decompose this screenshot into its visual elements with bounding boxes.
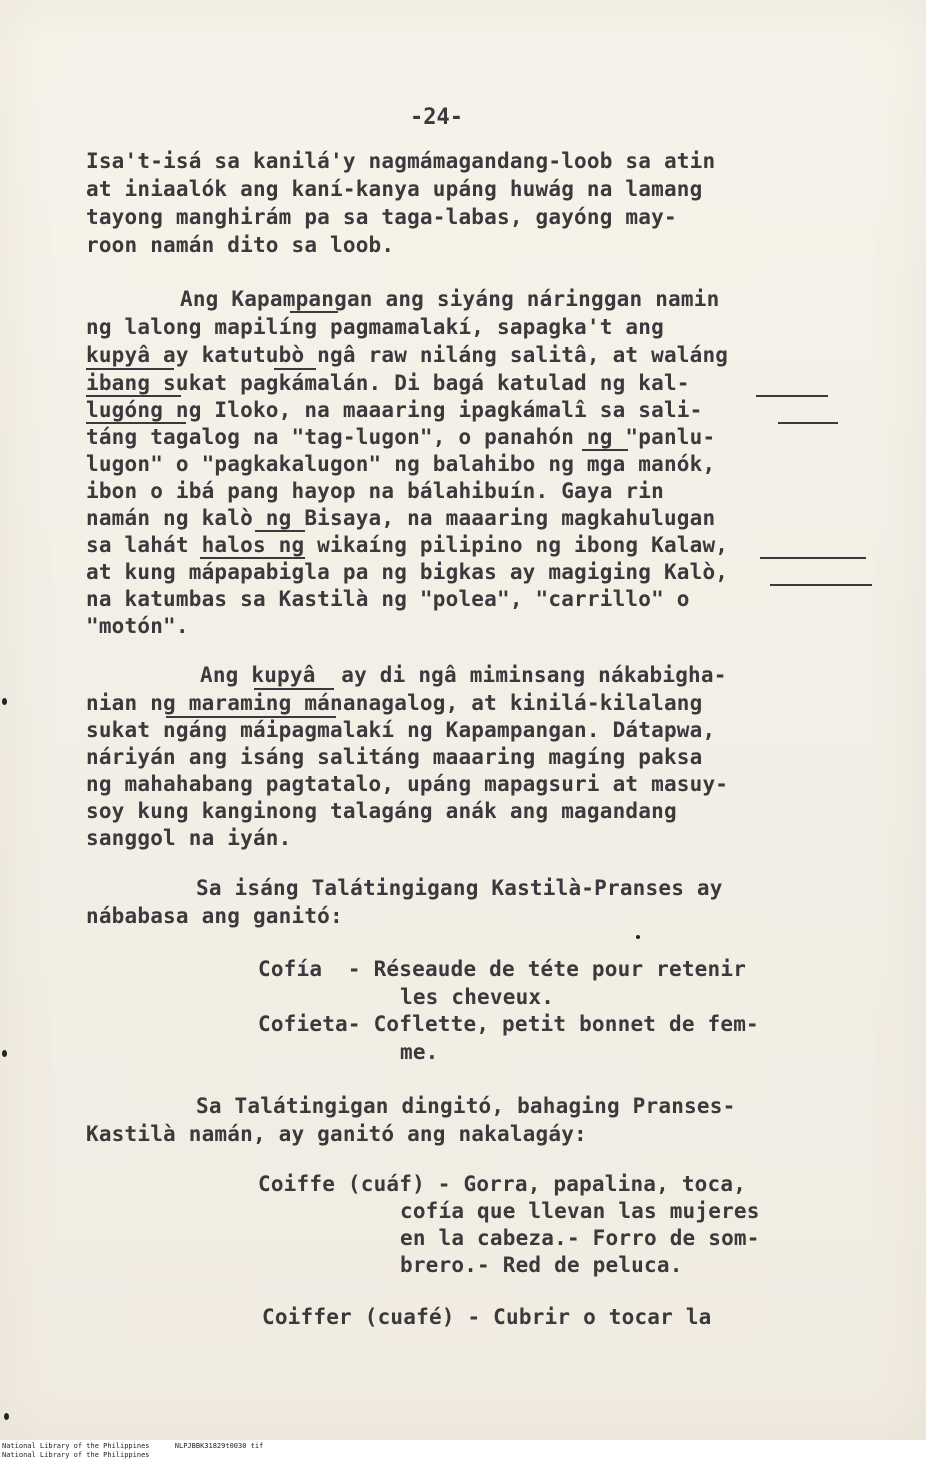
text-line: at iniaalók ang kaní-kanya upáng huwág na lamang — [86, 177, 703, 201]
text-line: ibon o ibá pang hayop na bálahibuín. Gaya rin — [86, 479, 664, 503]
definition-line: brero.- Red de peluca. — [400, 1253, 683, 1277]
definition-line: Cofieta- Coflette, petit bonnet de fem- — [258, 1012, 759, 1036]
definition-line: les cheveux. — [400, 985, 555, 1009]
definition-line: Cofía - Réseaude de téte pour retenir — [258, 957, 747, 981]
margin-speck — [2, 698, 7, 705]
text-line: namán ng kalò ng Bisaya, na maaaring magkahulugan — [86, 506, 716, 530]
definition-line: Coiffer (cuafé) - Cubrir o tocar la — [262, 1305, 712, 1329]
text-line: at kung mápapabigla pa ng bigkas ay magiging Kalò, — [86, 560, 729, 584]
scan-footer — [0, 1440, 926, 1463]
text-line: Ang Kapampangan ang siyáng náringgan namin — [180, 287, 720, 311]
underline-mark — [200, 557, 305, 559]
text-line: soy kung kanginong talagáng anák ang magandang — [86, 799, 677, 823]
text-line: Ang kupyâ ay di ngâ miminsang nákabigha- — [200, 663, 727, 687]
margin-speck — [636, 935, 640, 939]
underline-mark — [86, 395, 181, 397]
text-line: táng tagalog na "tag-lugon", o panahón ng "panlu- — [86, 425, 716, 449]
text-line: Sa isáng Talátingigang Kastilà-Pranses ay — [196, 876, 723, 900]
definition-line: en la cabeza.- Forro de som- — [400, 1226, 760, 1250]
definition-line: me. — [400, 1040, 439, 1064]
footer-line-1: National Library of the Philippines NLPJBBK31829t0030 tif — [2, 1442, 264, 1450]
text-line: nábabasa ang ganitó: — [86, 904, 343, 928]
text-line: lugon" o "pagkakalugon" ng balahibo ng mga manók, — [86, 452, 716, 476]
underline-mark — [166, 716, 336, 718]
text-line: Sa Talátingigan dingitó, bahaging Pranses- — [196, 1094, 736, 1118]
underline-mark — [778, 422, 838, 424]
underline-mark — [274, 368, 316, 370]
underline-mark — [254, 688, 334, 690]
text-line: nian ng maraming mánanagalog, at kinilá-kilalang — [86, 691, 703, 715]
underline-mark — [86, 422, 186, 424]
underline-mark — [760, 557, 866, 559]
text-line: lugóng ng Iloko, na maaaring ipagkámalî sa sali- — [86, 398, 703, 422]
footer-line-2: National Library of the Philippines — [2, 1451, 150, 1459]
text-line: sa lahát halos ng wikaíng pilipino ng ibong Kalaw, — [86, 533, 729, 557]
margin-speck — [4, 1413, 9, 1420]
underline-mark — [86, 368, 174, 370]
underline-mark — [255, 530, 305, 532]
text-line: Isa't-isá sa kanilá'y nagmámagandang-loob sa atin — [86, 149, 716, 173]
text-line: náriyán ang isáng salitáng maaaring magíng paksa — [86, 745, 703, 769]
definition-line: Coiffe (cuáf) - Gorra, papalina, toca, — [258, 1172, 747, 1196]
text-line: kupyâ ay katutubò ngâ raw niláng salitâ, at waláng — [86, 343, 729, 367]
text-line: na katumbas sa Kastilà ng "polea", "carrillo" o — [86, 587, 690, 611]
text-line: "motón". — [86, 614, 189, 638]
text-line: ibang sukat pagkámalán. Di bagá katulad ng kal- — [86, 371, 690, 395]
text-line: tayong manghirám pa sa taga-labas, gayóng may- — [86, 205, 677, 229]
text-line: sanggol na iyán. — [86, 826, 292, 850]
underline-mark — [770, 584, 872, 586]
text-line: Kastilà namán, ay ganitó ang nakalagáy: — [86, 1122, 587, 1146]
text-line: ng lalong mapilíng pagmamalakí, sapagka't ang — [86, 315, 664, 339]
underline-mark — [290, 311, 338, 313]
text-line: roon namán dito sa loob. — [86, 233, 395, 257]
text-line: sukat ngáng máipagmalakí ng Kapampangan. Dátapwa, — [86, 718, 716, 742]
text-line: ng mahahabang pagtatalo, upáng mapagsuri at masuy- — [86, 772, 729, 796]
margin-speck — [2, 1050, 7, 1057]
underline-mark — [582, 449, 628, 451]
page-number: -24- — [410, 105, 463, 130]
definition-line: cofía que llevan las mujeres — [400, 1199, 760, 1223]
underline-mark — [756, 395, 828, 397]
